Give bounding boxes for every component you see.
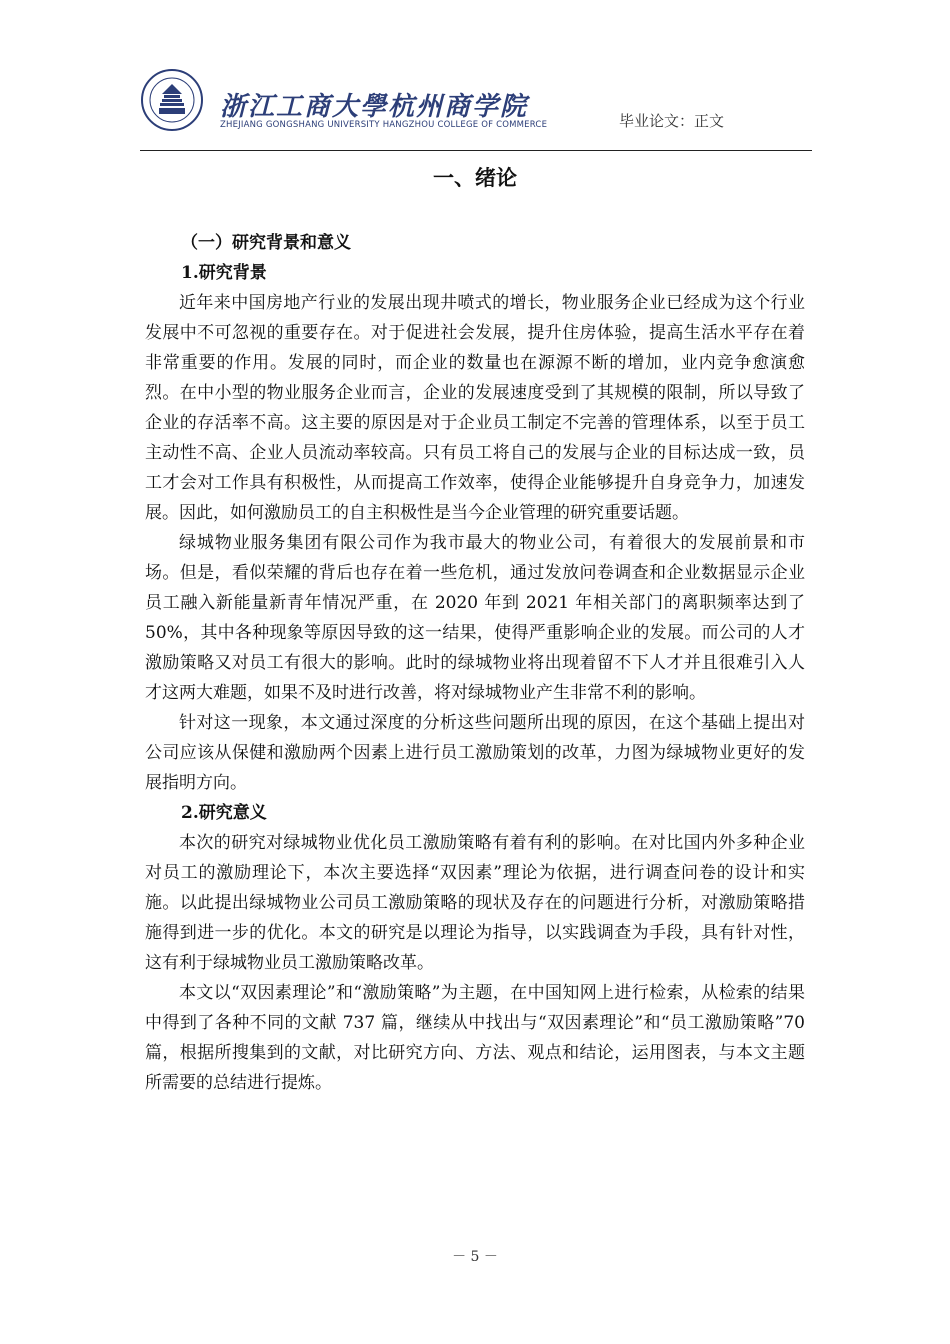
university-logo-chinese: 浙江工商大學杭州商学院 <box>220 92 529 122</box>
page-header <box>140 62 812 151</box>
paragraph: 本文以“双因素理论”和“激励策略”为主题，在中国知网上进行检索，从检索的结果中得到了各种不同的文献 737 篇，继续从中找出与“双因素理论”和“员工激励策略”70 篇，根据所搜集到的文献，对比研究方向、方法、观点和结论，运用图表，与本文主题所需要的总结进行提炼。 <box>145 983 805 1093</box>
document-type-label: 毕业论文：正文 <box>618 112 724 130</box>
section-heading: （一）研究背景和意义 <box>181 233 351 253</box>
university-seal-icon <box>140 68 204 132</box>
paragraph: 绿城物业服务集团有限公司作为我市最大的物业公司，有着很大的发展前景和市场。但是，看似荣耀的背后也存在着一些危机，通过发放问卷调查和企业数据显示企业员工融入新能量新青年情况严重，在 2020 年到 2021 年相关部门的离职频率达到了 50%，其中各种现象等原因导致的这一结果，使得严重影响企业的发展。而公司的人才激励策略又对员工有很大的影响。此时的绿城物业将出现着留不下人才并且很难引入人才这两大难题，如果不及时进行改善，将对绿城物业产生非常不利的影响。 <box>145 533 805 703</box>
chapter-title: 一、绪论 <box>433 165 517 190</box>
page-body <box>145 158 805 1098</box>
paragraph: 本次的研究对绿城物业优化员工激励策略有着有利的影响。在对比国内外多种企业对员工的激励理论下，本次主要选择“双因素”理论为依据，进行调查问卷的设计和实施。以此提出绿城物业公司员工激励策略的现状及存在的问题进行分析，对激励策略措施得到进一步的优化。本文的研究是以理论为指导，以实践调查为手段，具有针对性，这有利于绿城物业员工激励策略改革。 <box>145 833 805 973</box>
page-number: － 5 － <box>452 1249 498 1265</box>
paragraph: 近年来中国房地产行业的发展出现井喷式的增长，物业服务企业已经成为这个行业发展中不可忽视的重要存在。对于促进社会发展，提升住房体验，提高生活水平存在着非常重要的作用。发展的同时，而企业的数量也在源源不断的增加，业内竞争愈演愈烈。在中小型的物业服务企业而言，企业的发展速度受到了其规模的限制，所以导致了企业的存活率不高。这主要的原因是对于企业员工制定不完善的管理体系，以至于员工主动性不高、企业人员流动率较高。只有员工将自己的发展与企业的目标达成一致，员工才会对工作具有积极性，从而提高工作效率，使得企业能够提升自身竞争力，加速发展。因此，如何激励员工的自主积极性是当今企业管理的研究重要话题。 <box>145 293 805 523</box>
university-logo-english: ZHEJIANG GONGSHANG UNIVERSITY HANGZHOU COLLEGE OF COMMERCE <box>220 120 548 130</box>
subsection-heading-significance: 2.研究意义 <box>181 803 267 823</box>
subsection-heading-background: 1.研究背景 <box>181 263 267 283</box>
paragraph: 针对这一现象，本文通过深度的分析这些问题所出现的原因，在这个基础上提出对公司应该从保健和激励两个因素上进行员工激励策划的改革，力图为绿城物业更好的发展指明方向。 <box>145 713 805 793</box>
